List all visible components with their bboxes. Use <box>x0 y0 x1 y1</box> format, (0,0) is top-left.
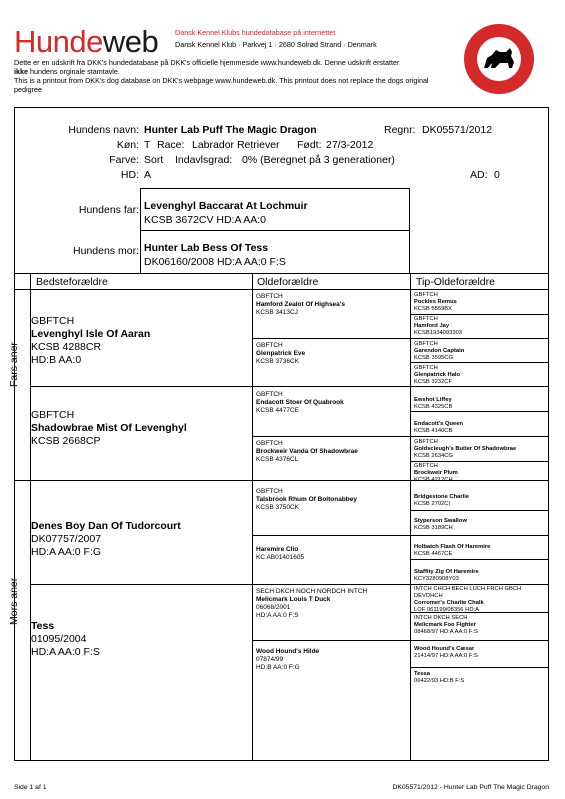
father-name: Levenghyl Baccarat At Lochmuir <box>144 200 308 212</box>
mother-info: DK06160/2008 HD:A AA:0 F:S <box>144 256 286 268</box>
gggp-8: GBFTCH Brockweir Plum KCSB 4212CH <box>414 463 458 483</box>
ggp-4: GBFTCH Brockweir Vanda Of Shadowbrae KCSB 4376CL <box>256 440 358 463</box>
gggp-4: GBFTCH Glenpatrick Halo KCSB 3232CF <box>414 365 461 385</box>
grandparent-2: GBFTCH Shadowbrae Mist Of Levenghyl KCSB 2668CP <box>31 409 187 447</box>
dog-hd: A <box>144 169 152 181</box>
mother-name: Hunter Lab Bess Of Tess <box>144 242 269 254</box>
ggp-1: GBFTCH Hamford Zealot Of Highsea's KCSB 3413CJ <box>256 293 345 316</box>
grandparent-3: Denes Boy Dan Of Tudorcourt DK07757/2007 HD:A AA:0 F:G <box>31 520 181 558</box>
ggp-divider <box>252 338 549 339</box>
divider <box>409 188 410 230</box>
gggp-divider <box>410 559 549 560</box>
ad-label: AD: <box>470 169 488 181</box>
page-number: Side 1 af 1 <box>14 784 47 791</box>
gggp-12: Staffity Zig Of Haremire KCY3280908Y03 <box>414 569 479 582</box>
ggp-divider <box>252 640 549 641</box>
dog-name: Hunter Lab Puff The Magic Dragon <box>144 124 317 136</box>
gggp-divider <box>410 510 549 511</box>
gggp-1: GBFTCH Pockles Remus KCSB 5559BX <box>414 292 457 312</box>
col-great-grandparents: Oldeforældre <box>257 276 319 288</box>
dog-color: Sort <box>144 154 164 166</box>
dkk-seal-logo <box>462 22 536 96</box>
color-label: Farve: <box>109 154 139 166</box>
ggp-divider <box>252 436 549 437</box>
ggp-3: GBFTCH Endacott Stoer Of Quabrook KCSB 4477CE <box>256 391 344 414</box>
divider <box>140 230 141 273</box>
ggp-5: GBFTCH Talsbrook Rhum Of Boltonabbey KCSB 3750CK <box>256 488 357 511</box>
gggp-9: Bridgestone Charlie KCSB 2702CI <box>414 494 470 507</box>
gggp-10: Styperson Swallow KCSB 3189CH <box>414 518 467 531</box>
dog-sex: T <box>144 139 151 151</box>
gp-divider <box>30 386 549 387</box>
gp-divider <box>30 584 549 585</box>
born-label: Født: <box>297 139 322 151</box>
grandparent-1: GBFTCH Levenghyl Isle Of Aaran KCSB 4288CR HD:B AA:0 <box>31 315 151 366</box>
divider <box>409 230 410 273</box>
name-label: Hundens navn: <box>68 124 139 136</box>
gggp-14: INTCH DKCH SECH Melicmark Foo Fighter 08468/97 HD:A AA:0 F:S <box>414 615 478 635</box>
ggp-2: GBFTCH Glenpatrick Eve KCSB 3736CK <box>256 342 306 365</box>
gggp-6: Endacott's Queen KCSB 4140CB <box>414 421 464 434</box>
gggp-7: GBFTCH Goldscleugh's Butler Of Shadowbrae KCSB 2634CG <box>414 439 517 459</box>
gggp-15: Wood Hound's Cæsar 21414/97 HD:A AA:0 F:S <box>414 646 478 659</box>
father-info: KCSB 3672CV HD:A AA:0 <box>144 214 266 226</box>
hd-label: HD: <box>120 169 139 181</box>
gggp-divider <box>410 362 549 363</box>
gggp-11: Holbatch Flash Of Haremire KCSB 4467CE <box>414 544 491 557</box>
intro-text: Dette er en udskrift fra DKK's hundedatabase på DKK's officielle hjemmeside www.hundeweb.dk. Denne udskrift erstatter ikke hundens orginale stamtavle. This is a printout from DKK's dog database on DKK's webpage www.hundeweb.dk. This printout does not replace the dogs original pedigree <box>14 58 429 94</box>
gggp-3: GBFTCH Garendon Captain KCSB 3595CG <box>414 341 465 361</box>
father-label: Hundens far: <box>78 204 139 216</box>
mother-label: Hundens mor: <box>73 245 139 257</box>
grid-vline <box>252 273 253 761</box>
ggp-8: Wood Hound's Hilde 07874/99 HD:B AA:0 F:G <box>256 648 320 671</box>
dog-race: Labrador Retriever <box>192 139 280 151</box>
gggp-divider <box>410 314 549 315</box>
gggp-2: GBFTCH Hamford Jay KCSB1934093303 <box>414 316 463 336</box>
dog-ad: 0 <box>494 169 500 181</box>
dog-reg: DK05571/2012 <box>422 124 493 136</box>
grid-header-line <box>14 289 549 290</box>
inbreed-label: Indavlsgrad: <box>175 154 233 166</box>
ggp-divider <box>252 535 549 536</box>
divider <box>140 188 410 189</box>
hundeweb-logo: Hundeweb <box>14 24 159 59</box>
mors-aner-label: Mors aner <box>8 577 20 625</box>
footer-dog-id: DK05571/2012 - Hunter Lab Puff The Magic Dragon <box>392 784 549 791</box>
gggp-divider <box>410 411 549 412</box>
gggp-divider <box>410 461 549 462</box>
gggp-divider <box>410 667 549 668</box>
reg-label: Regnr: <box>384 124 416 136</box>
org-line: Dansk Kennel Klubs hundedatabase på internettet <box>175 28 336 37</box>
address-line: Dansk Kennel Klub · Parkvej 1 · 2680 Solrød Strand · Denmark <box>175 40 377 49</box>
col-great-great-grandparents: Tip-Oldeforældre <box>416 276 495 288</box>
gggp-13: INTCH CHCH BECH LUCH FRCH GBCH DEVDHCH Corromer's Charlie Chalk LOF 061199/08356 HD:A <box>414 586 522 613</box>
dog-born: 27/3-2012 <box>326 139 374 151</box>
sex-label: Køn: <box>116 139 139 151</box>
grid-top-line <box>14 273 549 274</box>
fars-mors-divider <box>14 480 549 481</box>
race-label: Race: <box>157 139 185 151</box>
divider <box>140 230 410 231</box>
ggp-6: Haremire Clio KC AB01401605 <box>256 546 305 561</box>
grid-vline <box>410 273 411 761</box>
fars-aner-label: Fars aner <box>8 342 20 387</box>
ggp-7: SECH DKCH NOCH NORDCH INTCH Melicmark Louis T Duck 06068/2001 HD:A AA:0 F:S <box>256 588 368 619</box>
divider <box>140 188 141 230</box>
grandparent-4: Tess 01095/2004 HD:A AA:0 F:S <box>31 620 100 658</box>
gggp-16: Tessa 06422/93 HD:B F:S <box>414 671 465 684</box>
dog-inbreed: 0% (Beregnet på 3 generationer) <box>242 154 395 166</box>
gggp-5: Ewshot Liffey KCSB 4325CB <box>414 397 453 410</box>
col-grandparents: Bedsteforældre <box>36 276 108 288</box>
